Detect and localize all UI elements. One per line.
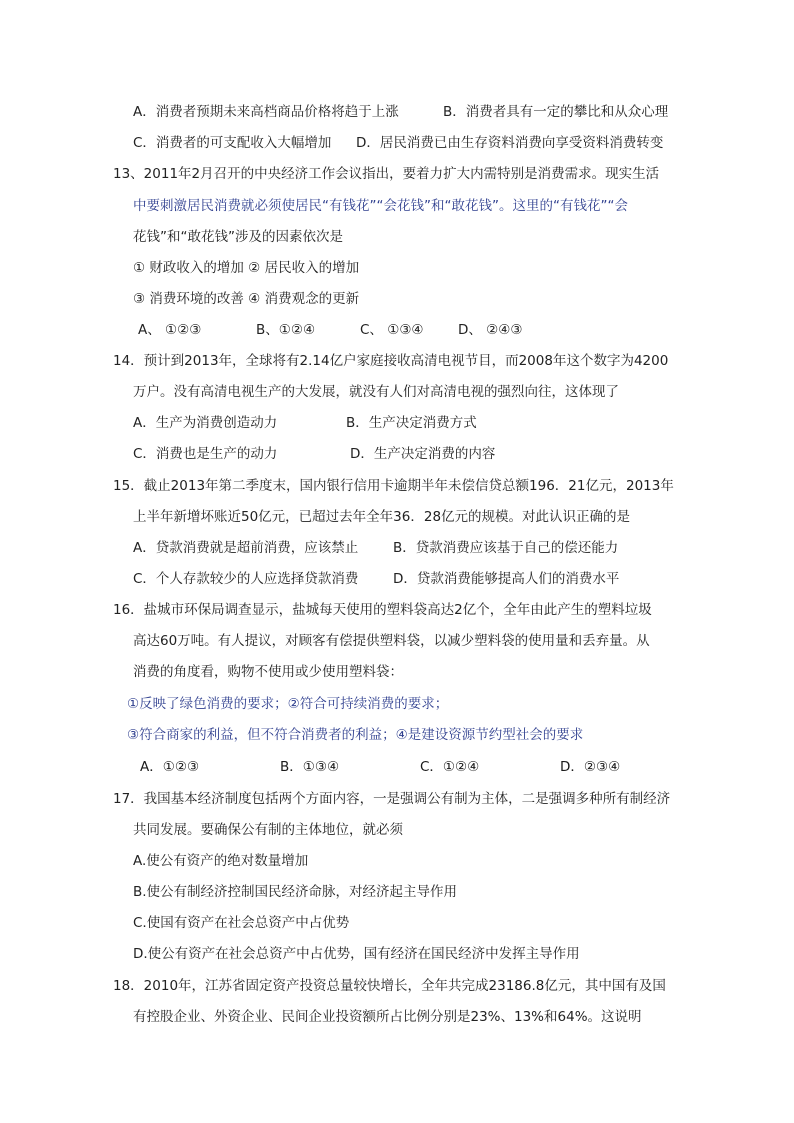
q14-stem-line-1: 14．预计到2013年，全球将有2.14亿户家庭接收高清电视节目，而2008年这个数字为4200 (113, 353, 669, 369)
q13-items-3-4: ③ 消费环境的改善 ④ 消费观念的更新 (133, 291, 360, 307)
q15-stem-line-2: 上半年新增坏账近50亿元，已超过去年全年36．28亿元的规模。对此认识正确的是 (133, 509, 631, 525)
q17-stem-line-1: 17．我国基本经济制度包括两个方面内容，一是强调公有制为主体，二是强调多种所有制经济 (113, 791, 671, 807)
q12-option-b: B．消费者具有一定的攀比和从众心理 (443, 104, 669, 120)
q15-option-c: C．个人存款较少的人应选择贷款消费 (133, 571, 359, 587)
q16-option-d: D．②③④ (560, 759, 621, 775)
q14-option-b: B．生产决定消费方式 (346, 415, 477, 431)
q16-option-c: C．①②④ (420, 759, 480, 775)
q15-option-b: B．贷款消费应该基于自己的偿还能力 (393, 540, 619, 556)
q17-option-c: C.使国有资产在社会总资产中占优势 (133, 915, 350, 931)
q14-option-a: A．生产为消费创造动力 (133, 415, 278, 431)
q18-stem-line-1: 18．2010年，江苏省固定资产投资总量较快增长，全年共完成23186.8亿元，其中国有及国 (113, 978, 666, 994)
q13-items-1-2: ① 财政收入的增加 ② 居民收入的增加 (133, 260, 360, 276)
q13-stem-line-3: 花钱”和“敢花钱”涉及的因素依次是 (133, 229, 343, 245)
q14-stem-line-2: 万户。没有高清电视生产的大发展，就没有人们对高清电视的强烈向往，这体现了 (133, 384, 619, 400)
q15-stem-line-1: 15．截止2013年第二季度末，国内银行信用卡逾期半年未偿信贷总额196．21亿元，2013年 (113, 478, 674, 494)
q13-stem-line-2: 中要刺激居民消费就必须使居民“有钱花”“会花钱”和“敢花钱”。这里的“有钱花”“会 (133, 198, 628, 214)
q16-option-b: B．①③④ (280, 759, 340, 775)
q13-option-a: A、 ①②③ (138, 322, 202, 338)
q13-option-d: D、 ②④③ (458, 322, 523, 338)
q17-option-a: A.使公有资产的绝对数量增加 (133, 853, 309, 869)
q14-option-d: D．生产决定消费的内容 (350, 446, 496, 462)
q15-option-a: A．贷款消费就是超前消费，应该禁止 (133, 540, 359, 556)
q17-option-d: D.使公有资产在社会总资产中占优势，国有经济在国民经济中发挥主导作用 (133, 946, 580, 962)
q12-option-a: A．消费者预期未来高档商品价格将趋于上涨 (133, 104, 399, 120)
q17-option-b: B.使公有制经济控制国民经济命脉，对经济起主导作用 (133, 884, 458, 900)
q13-stem-line-1: 13、2011年2月召开的中央经济工作会议指出，要着力扩大内需特别是消费需求。现实生活 (113, 166, 660, 182)
q16-stem-line-1: 16．盐城市环保局调查显示，盐城每天使用的塑料袋高达2亿个，全年由此产生的塑料垃圾 (113, 602, 652, 618)
q13-option-c: C、 ①③④ (360, 322, 424, 338)
q13-option-b: B、①②④ (256, 322, 316, 338)
q16-items-1-2: ①反映了绿色消费的要求；②符合可持续消费的要求； (127, 696, 449, 712)
q12-option-c: C．消费者的可支配收入大幅增加 (133, 135, 332, 151)
q18-stem-line-2: 有控股企业、外资企业、民间企业投资额所占比例分别是23%、13%和64%。这说明 (133, 1009, 642, 1025)
q15-option-d: D．贷款消费能够提高人们的消费水平 (393, 571, 620, 587)
q17-stem-line-2: 共同发展。要确保公有制的主体地位，就必须 (133, 822, 403, 838)
q16-option-a: A．①②③ (140, 759, 200, 775)
q14-option-c: C．消费也是生产的动力 (133, 446, 278, 462)
q16-stem-line-2: 高达60万吨。有人提议，对顾客有偿提供塑料袋，以减少塑料袋的使用量和丢弃量。从 (133, 633, 650, 649)
q16-items-3-4: ③符合商家的利益，但不符合消费者的利益；④是建设资源节约型社会的要求 (127, 727, 584, 743)
q12-option-d: D．居民消费已由生存资料消费向享受资料消费转变 (356, 135, 664, 151)
q16-stem-line-3: 消费的角度看，购物不使用或少使用塑料袋： (133, 664, 403, 680)
